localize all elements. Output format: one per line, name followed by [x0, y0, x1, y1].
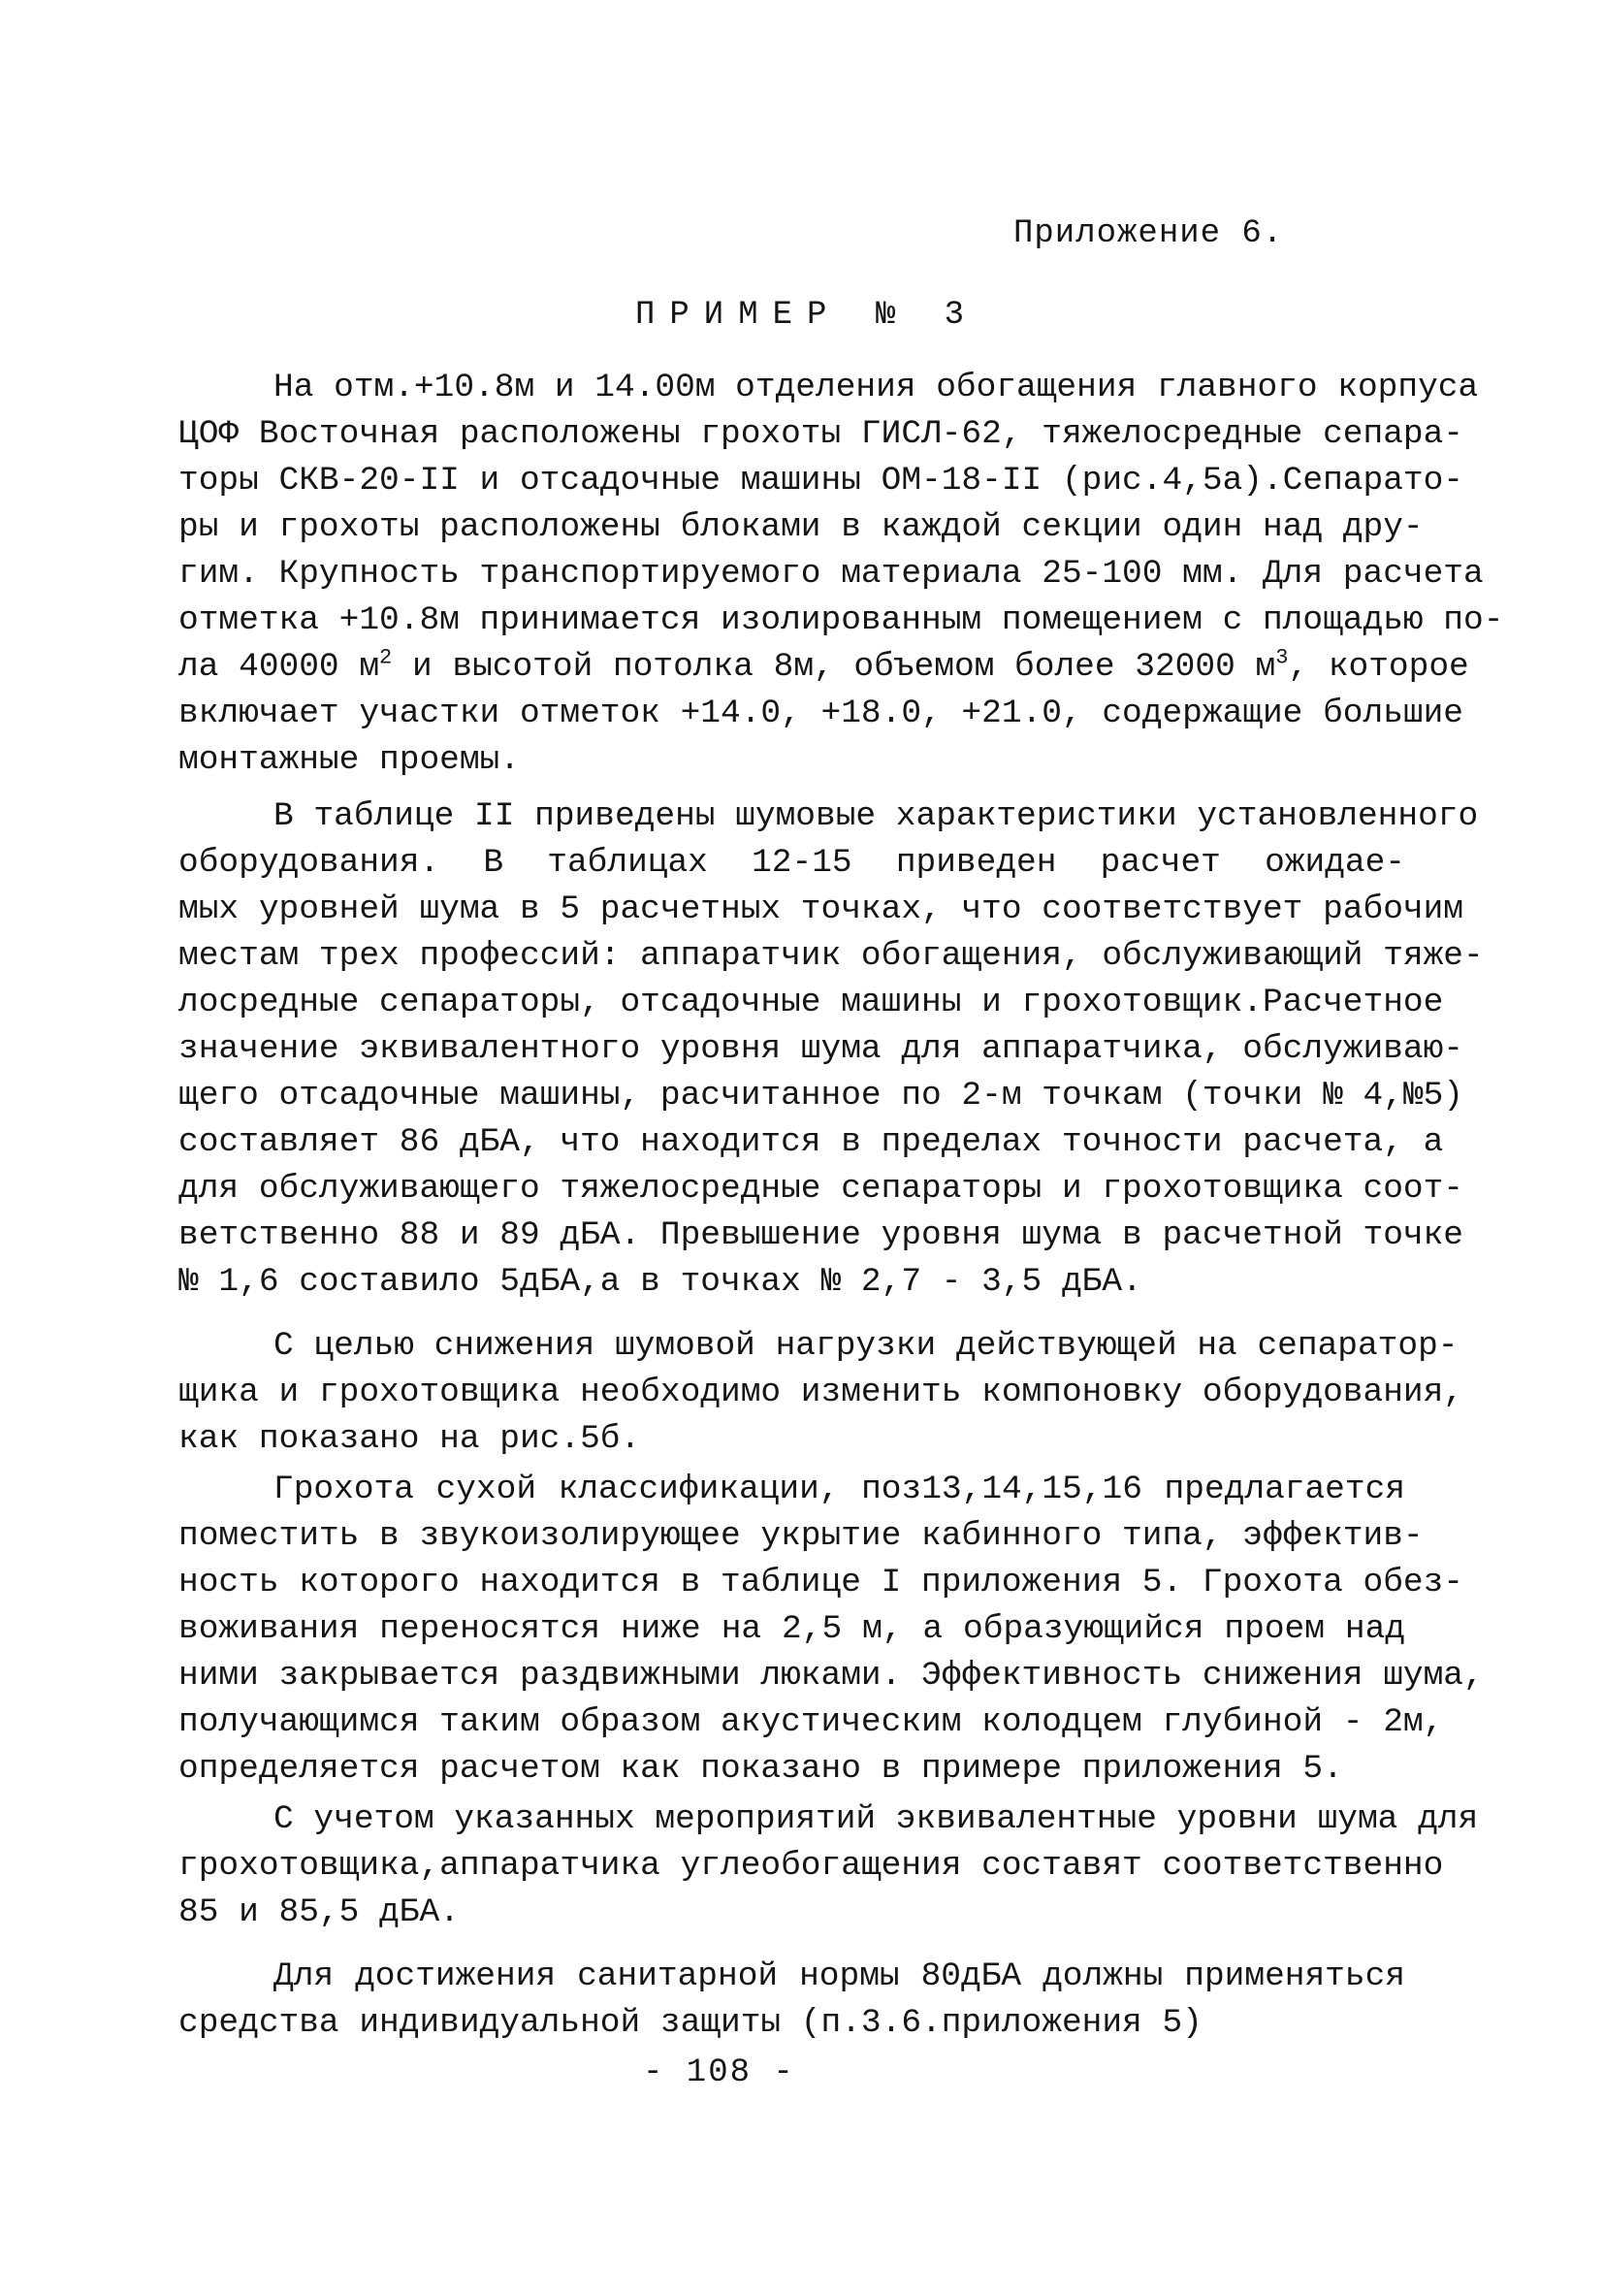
text-line: Грохота сухой классификации, поз13,14,15,16 предлагается: [273, 1471, 1405, 1508]
text-line: для обслуживающего тяжелосредные сепараторы и грохотовщика соот-: [178, 1170, 1464, 1208]
text-line: включает участки отметок +14.0, +18.0, +21.0, содержащие большие: [178, 695, 1464, 732]
text-fragment: , которое: [1288, 648, 1469, 686]
text-line: С учетом указанных мероприятий эквивалентные уровни шума для: [273, 1800, 1479, 1838]
text-line: щего отсадочные машины, расчитанное по 2-м точкам (точки № 4,№5): [178, 1077, 1464, 1115]
text-line: ветственно 88 и 89 дБА. Превышение уровня шума в расчетной точке: [178, 1216, 1464, 1254]
text-line: 85 и 85,5 дБА.: [178, 1893, 460, 1931]
text-line: отметка +10.8м принимается изолированным помещением с площадью по-: [178, 601, 1504, 639]
text-line: составляет 86 дБА, что находится в пределах точности расчета, а: [178, 1123, 1444, 1161]
text-line: как показано на рис.5б.: [178, 1420, 641, 1458]
text-line: гим. Крупность транспортируемого материала 25-100 мм. Для расчета: [178, 555, 1484, 593]
text-line: торы СКВ-20-II и отсадочные машины ОМ-18-II (рис.4,5а).Сепарато-: [178, 462, 1464, 500]
text-line: грохотовщика,аппаратчика углеобогащения составят соответственно: [178, 1847, 1444, 1885]
text-line: определяется расчетом как показано в примере приложения 5.: [178, 1750, 1343, 1788]
text-line: поместить в звукоизолирующее укрытие кабинного типа, эффектив-: [178, 1517, 1424, 1555]
text-line: На отм.+10.8м и 14.00м отделения обогащения главного корпуса: [273, 369, 1479, 406]
text-line: средства индивидуальной защиты (п.3.6.приложения 5): [178, 2004, 1203, 2042]
text-line: местам трех профессий: аппаратчик обогащения, обслуживающий тяже-: [178, 937, 1484, 975]
text-line: ры и грохоты расположены блоками в каждой секции один над дру-: [178, 508, 1424, 546]
text-line: значение эквивалентного уровня шума для аппаратчика, обслуживаю-: [178, 1030, 1464, 1068]
example-title: ПРИМЕР № 3: [635, 297, 979, 334]
text-line: получающимся таким образом акустическим колодцем глубиной - 2м,: [178, 1703, 1444, 1741]
text-line: Для достижения санитарной нормы 80дБА должны применяться: [273, 1957, 1405, 1995]
text-line: щика и грохотовщика необходимо изменить компоновку оборудования,: [178, 1374, 1464, 1411]
superscript: 2: [379, 645, 393, 670]
page-number: - 108 -: [643, 2054, 795, 2091]
text-line: В таблице II приведены шумовые характеристики установленного: [273, 797, 1479, 835]
text-line: оборудования. В таблицах 12-15 приведен расчет ожидае-: [178, 844, 1405, 882]
text-fragment: и высотой потолка 8м, объемом более 32000 м: [392, 648, 1276, 686]
text-line: лосредные сепараторы, отсадочные машины и грохотовщик.Расчетное: [178, 984, 1444, 1021]
text-line: С целью снижения шумовой нагрузки действующей на сепаратор-: [273, 1327, 1459, 1365]
superscript: 3: [1275, 645, 1289, 670]
text-line: воживания переносятся ниже на 2,5 м, а образующийся проем над: [178, 1610, 1405, 1648]
appendix-label: Приложение 6.: [1013, 215, 1284, 252]
text-line: монтажные проемы.: [178, 741, 520, 779]
text-line: ЦОФ Восточная расположены грохоты ГИСЛ-62, тяжелосредные сепара-: [178, 415, 1464, 453]
text-line: ними закрывается раздвижными люками. Эффективность снижения шума,: [178, 1657, 1484, 1695]
text-line-with-superscripts: [178, 644, 1469, 691]
text-fragment: ла 40000 м: [178, 648, 380, 686]
text-line: № 1,6 составило 5дБА,а в точках № 2,7 - 3,5 дБА.: [178, 1263, 1142, 1301]
text-line: мых уровней шума в 5 расчетных точках, что соответствует рабочим: [178, 890, 1464, 928]
text-line: ность которого находится в таблице I приложения 5. Грохота обез-: [178, 1564, 1464, 1601]
